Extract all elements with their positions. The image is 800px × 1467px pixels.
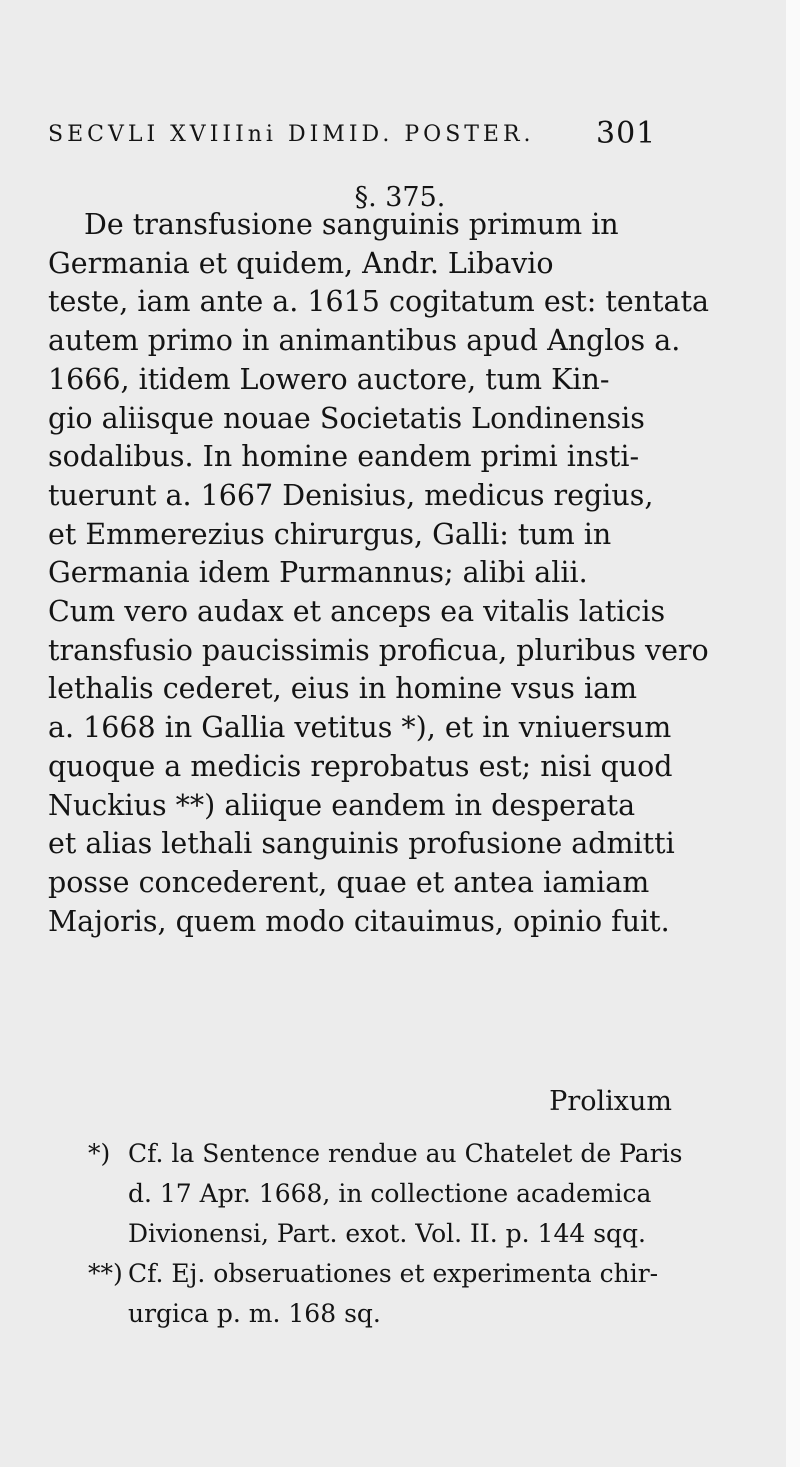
footnote-mark: *) [88,1139,111,1168]
text-line: lethalis cederet, eius in homine vsus iam [48,672,638,706]
text-line: posse concederent, quae et antea iamiam [48,865,650,899]
footnote-text: Cf. la Sentence rendue au Chatelet de Paris [128,1139,683,1168]
footnote-mark: **) [88,1259,123,1288]
text-line: Germania idem Purmannus; alibi alii. [48,556,588,590]
text-line: et Emmerezius chirurgus, Galli: tum in [48,517,612,551]
section-heading: §. 375. [354,182,446,213]
text-line: quoque a medicis reprobatus est; nisi quod [48,749,673,783]
footnote-line [88,1134,683,1174]
text-line: Germania et quidem, Andr. Libavio [48,246,554,280]
text-line: a. 1668 in Gallia vetitus *), et in vniuersum [48,711,672,745]
text-line: tuerunt a. 1667 Denisius, medicus regius, [48,478,654,512]
text-line: sodalibus. In homine eandem primi insti- [48,440,640,474]
page-number: 301 [596,116,657,151]
text-line: Majoris, quem modo citauimus, opinio fuit. [48,904,670,938]
text-line: gio aliisque nouae Societatis Londinensis [48,401,645,435]
body-text [48,206,709,941]
text-line: et alias lethali sanguinis profusione admitti [48,827,675,861]
footnote-line [88,1254,672,1294]
footnote-line: urgica p. m. 168 sq. [128,1299,381,1328]
text-line: De transfusione sanguinis primum in [84,208,619,241]
running-title: SECVLI XVIIIni DIMID. POSTER. [48,122,535,147]
text-line: autem primo in animantibus apud Anglos a. [48,324,681,358]
running-header [48,122,672,147]
text-line: Cum vero audax et anceps ea vitalis laticis [48,595,666,629]
text-line: 1666, itidem Lowero auctore, tum Kin- [48,362,610,396]
footnote-text: Cf. Ej. obseruationes et experimenta chir- [128,1259,659,1288]
text-line: Nuckius **) aliique eandem in desperata [48,788,636,822]
text-line: teste, iam ante a. 1615 cogitatum est: tentata [48,285,709,319]
text-line: transfusio paucissimis proficua, pluribus vero [48,633,709,667]
footnote-line: Divionensi, Part. exot. Vol. II. p. 144 sqq. [128,1219,646,1248]
page-edge [786,0,800,1467]
footnote-line: d. 17 Apr. 1668, in collectione academica [128,1179,652,1208]
footnotes [88,1134,683,1334]
catchword: Prolixum [549,1086,672,1117]
